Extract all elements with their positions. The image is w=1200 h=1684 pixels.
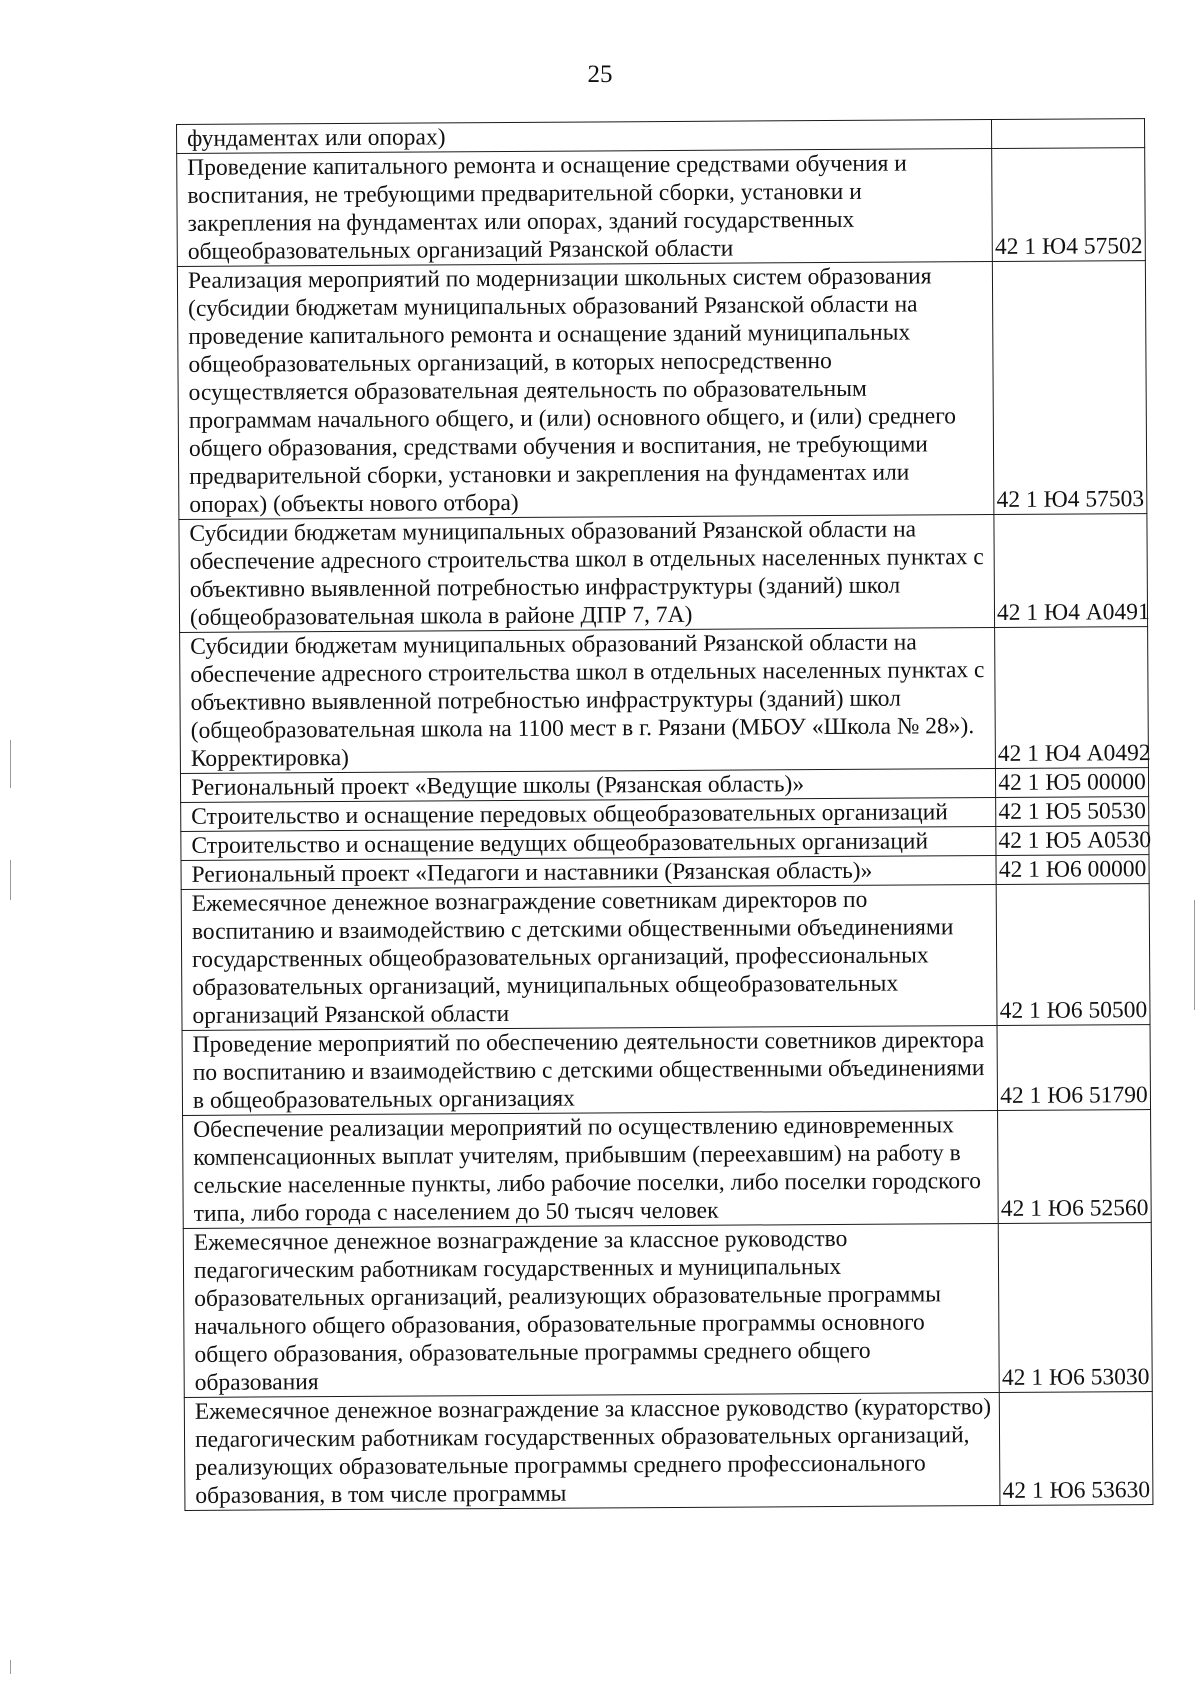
table-cell-name: Региональный проект «Ведущие школы (Рязанская область)»	[180, 769, 995, 803]
table-cell-name: Ежемесячное денежное вознаграждение за классное руководство (кураторство) педагогическим работникам государственных образовательных организаций, реализующих образовательные программы среднего профессионального образования, в том числе программы	[184, 1392, 1000, 1510]
table-cell-code: 42 1 Ю6 00000	[996, 855, 1149, 885]
table-cell-name: Субсидии бюджетам муниципальных образований Рязанской области на обеспечение адресного строительства школ в отдельных населенных пунктах с объективно выявленной потребностью инфраструктуры (зданий) школ (общеобразовательная школа на 1100 мест в г. Рязани (МБОУ «Школа № 28»). Корректировка)	[180, 628, 996, 774]
table-row	[183, 1223, 1152, 1398]
table-cell-code: 42 1 Ю5 А0530	[996, 826, 1149, 856]
table-cell-name: Реализация мероприятий по модернизации школьных систем образования (субсидии бюджетам муниципальных образований Рязанской области на проведение капитального ремонта и оснащение зданий муниципальных общеобразовательных организаций, в которых непосредственно осуществляется образовательная деятельность по образовательным программам начального общего, и (или) основного общего, и (или) среднего общего образования, средствами обучения и воспитания, не требующими предварительной сборки, установки и закрепления на фундаментах или опорах) (объекты нового отбора)	[177, 262, 994, 520]
table-cell-name: Строительство и оснащение передовых общеобразовательных организаций	[181, 798, 996, 832]
table-cell-code: 42 1 Ю6 51790	[997, 1025, 1151, 1111]
table-cell-code: 42 1 Ю4 А0492	[995, 627, 1149, 769]
table-cell-name: фундаментах или опорах)	[177, 120, 992, 154]
table-row	[177, 148, 1146, 267]
table-row	[177, 261, 1147, 520]
table-row	[181, 884, 1150, 1031]
table-cell-code: 42 1 Ю5 50530	[996, 797, 1149, 827]
scan-margin-mark-left	[10, 740, 11, 788]
table-cell-code	[991, 119, 1144, 149]
table-cell-name: Проведение мероприятий по обеспечению деятельности советников директора по воспитанию и взаимодействию с детскими общественными объединениями в общеобразовательных организациях	[182, 1026, 998, 1116]
scan-margin-mark-right	[1194, 900, 1195, 1010]
table-cell-code: 42 1 Ю6 52560	[998, 1110, 1152, 1224]
scan-margin-mark-bottom	[10, 1660, 11, 1674]
table-cell-name: Ежемесячное денежное вознаграждение за классное руководство педагогическим работникам государственных и муниципальных образовательных организаций, реализующих образовательные программы начального общего образования, образовательные программы основного общего образования, образовательные программы среднего общего образования	[183, 1223, 999, 1397]
table-cell-name: Обеспечение реализации мероприятий по осуществлению единовременных компенсационных выплат учителям, прибывшим (переехавшим) на работу в сельские населенные пункты, либо рабочие поселки, либо поселки городского типа, либо города с населением до 50 тысяч человек	[183, 1110, 999, 1228]
table-cell-name: Проведение капитального ремонта и оснащение средствами обучения и воспитания, не требующими предварительной сборки, установки и закрепления на фундаментах или опорах, зданий государственных общеобразовательных организаций Рязанской области	[177, 149, 993, 267]
budget-classification-table	[176, 118, 1153, 1511]
table-row	[182, 1025, 1151, 1116]
table-cell-code: 42 1 Ю4 57502	[992, 148, 1146, 262]
table-cell-name: Ежемесячное денежное вознаграждение советникам директоров по воспитанию и взаимодействию с детскими общественными объединениями государственных общеобразовательных организаций, профессиональных образовательных организаций, муниципальных общеобразовательных организаций Рязанской области	[181, 885, 997, 1031]
table-cell-code: 42 1 Ю4 А0491	[994, 514, 1148, 628]
table-row	[179, 514, 1148, 633]
table-cell-code: 42 1 Ю5 00000	[995, 768, 1148, 798]
table-cell-code: 42 1 Ю6 50500	[996, 884, 1150, 1026]
table-cell-name: Строительство и оснащение ведущих общеобразовательных организаций	[181, 827, 996, 861]
table-cell-code: 42 1 Ю6 53030	[998, 1223, 1152, 1393]
table-cell-code: 42 1 Ю6 53630	[999, 1392, 1153, 1506]
table-row	[180, 627, 1149, 774]
page-number: 25	[587, 61, 613, 88]
table-row	[183, 1110, 1152, 1229]
table-body	[177, 119, 1153, 1511]
table-row	[184, 1392, 1153, 1511]
table-cell-name: Региональный проект «Педагоги и наставники (Рязанская область)»	[181, 856, 996, 890]
scan-margin-mark-left	[10, 860, 11, 900]
table-cell-code: 42 1 Ю4 57503	[992, 261, 1147, 515]
table-cell-name: Субсидии бюджетам муниципальных образований Рязанской области на обеспечение адресного строительства школ в отдельных населенных пунктах с объективно выявленной потребностью инфраструктуры (зданий) школ (общеобразовательная школа в районе ДПР 7, 7А)	[179, 515, 995, 633]
